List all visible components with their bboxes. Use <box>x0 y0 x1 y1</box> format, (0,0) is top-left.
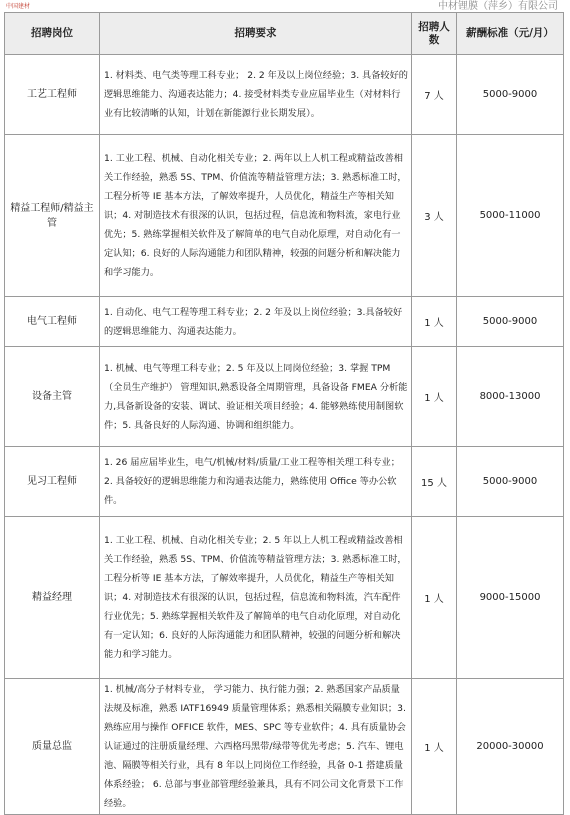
table-row <box>5 55 564 135</box>
table-row <box>5 297 564 347</box>
requirements-cell: 1. 机械、电气等理工科专业；2. 5 年及以上同岗位经验；3. 掌握 TPM（全员生产维护） 管理知识,熟悉设备全周期管理，具备设备 FMEA 分析能力,具备新设备的安装、调试、验证相关项目经验；4. 能够熟练使用制图软件；5. 具备良好的人际沟通、协调和组织能力。 <box>100 347 412 447</box>
position-cell: 电气工程师 <box>5 297 100 347</box>
company-logo: 中国建材 <box>6 3 31 10</box>
header-position: 招聘岗位 <box>5 13 100 55</box>
count-cell: 1 人 <box>412 297 457 347</box>
position-cell: 见习工程师 <box>5 447 100 517</box>
position-cell: 精益工程师/精益主管 <box>5 135 100 297</box>
requirements-cell: 1. 26 届应届毕业生，电气/机械/材料/质量/工业工程等相关理工科专业； 2. 具备较好的逻辑思维能力和沟通表达能力，熟练使用 Office 等办公软件。 <box>100 447 412 517</box>
count-cell: 7 人 <box>412 55 457 135</box>
table-row <box>5 135 564 297</box>
requirements-cell: 1. 工业工程、机械、自动化相关专业；2. 两年以上人机工程或精益改善相关工作经验，熟悉 5S、TPM、价值流等精益管理方法；3. 熟悉标准工时，工程分析等 IE 基本方法，了解效率提升，人员优化，精益生产等相关知识；4. 对制造技术有很深的认识，包括过程，信息流和物料流，家电行业优先；5. 熟练掌握相关软件及了解简单的电气自动化原理，对自动化有一定认知；6. 良好的人际沟通能力和团队精神，较强的问题分析和解决能力和学习能力。 <box>100 135 412 297</box>
count-cell: 1 人 <box>412 679 457 815</box>
salary-cell: 9000-15000 <box>457 517 564 679</box>
table-row <box>5 517 564 679</box>
count-cell: 15 人 <box>412 447 457 517</box>
company-name: 中材锂膜（萍乡）有限公司 <box>438 1 558 12</box>
table-row <box>5 679 564 815</box>
header-requirements: 招聘要求 <box>100 13 412 55</box>
salary-cell: 5000-9000 <box>457 55 564 135</box>
salary-cell: 8000-13000 <box>457 347 564 447</box>
table-header-row <box>5 13 564 55</box>
count-cell: 3 人 <box>412 135 457 297</box>
salary-cell: 20000-30000 <box>457 679 564 815</box>
table-row <box>5 347 564 447</box>
table-row <box>5 447 564 517</box>
requirements-cell: 1. 自动化、电气工程等理工科专业；2. 2 年及以上岗位经验；3.具备较好的逻辑思维能力、沟通表达能力。 <box>100 297 412 347</box>
position-cell: 精益经理 <box>5 517 100 679</box>
requirements-cell: 1. 机械/高分子材料专业， 学习能力、执行能力强；2. 熟悉国家产品质量法规及标准，熟悉 IATF16949 质量管理体系；熟悉相关隔膜专业知识；3. 熟练应用与操作 OFFICE 软件，MES、SPC 等专业软件；4. 具有质量协会认证通过的注册质量经理、六西格玛黑带/绿带等优先考虑；5. 汽车、锂电池、隔膜等相关行业，具有 8 年以上同岗位工作经验，具备 0-1 搭建质量体系经验； 6. 总部与事业部管理经验兼具，具有不同公司文化背景下工作经验。 <box>100 679 412 815</box>
requirements-cell: 1. 材料类、电气类等理工科专业； 2. 2 年及以上岗位经验；3. 具备较好的逻辑思维能力、沟通表达能力；4. 接受材料类专业应届毕业生（对材料行业有比较清晰的认知，计划在新能源行业长期发展）。 <box>100 55 412 135</box>
count-cell: 1 人 <box>412 517 457 679</box>
position-cell: 设备主管 <box>5 347 100 447</box>
salary-cell: 5000-9000 <box>457 297 564 347</box>
position-cell: 质量总监 <box>5 679 100 815</box>
requirements-cell: 1. 工业工程、机械、自动化相关专业；2. 5 年以上人机工程或精益改善相关工作经验，熟悉 5S、TPM、价值流等精益管理方法；3. 熟悉标准工时，工程分析等 IE 基本方法，了解效率提升，人员优化，精益生产等相关知识；4. 对制造技术有很深的认识，包括过程，信息流和物料流，汽车配件行业优先；5. 熟练掌握相关软件及了解简单的电气自动化原理，对自动化有一定认知；6. 良好的人际沟通能力和团队精神，较强的问题分析和解决能力和学习能力。 <box>100 517 412 679</box>
header-salary: 薪酬标准（元/月） <box>457 13 564 55</box>
count-cell: 1 人 <box>412 347 457 447</box>
position-cell: 工艺工程师 <box>5 55 100 135</box>
header-count: 招聘人数 <box>412 13 457 55</box>
salary-cell: 5000-11000 <box>457 135 564 297</box>
salary-cell: 5000-9000 <box>457 447 564 517</box>
recruitment-table <box>4 12 564 815</box>
